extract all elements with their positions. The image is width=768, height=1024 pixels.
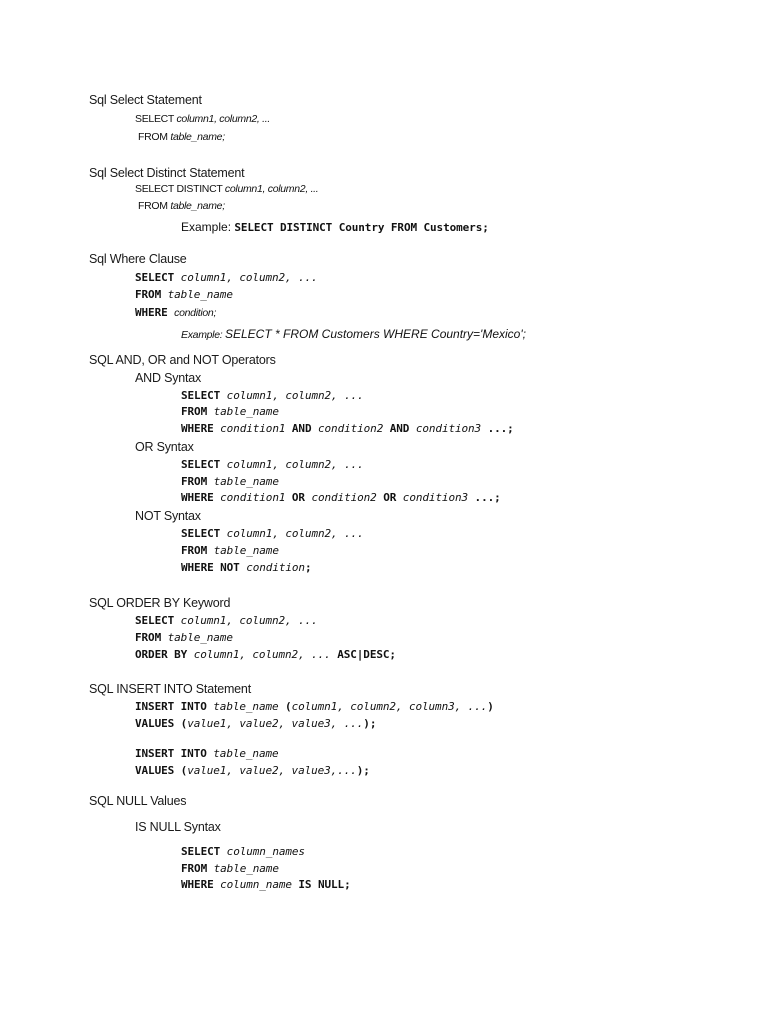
or-line-1: SELECT column1, column2, ... [181, 458, 364, 471]
distinct-line-1: SELECT DISTINCT column1, column2, ... [135, 183, 319, 195]
where-line-1: SELECT column1, column2, ... [135, 271, 318, 284]
and-syntax-title: AND Syntax [135, 371, 202, 385]
and-line-1: SELECT column1, column2, ... [181, 389, 364, 402]
insert-line-1: INSERT INTO table_name (column1, column2, column3, ...) [135, 700, 494, 713]
or-line-2: FROM table_name [181, 475, 279, 488]
distinct-line-2: FROM table_name; [138, 200, 225, 212]
heading-null: SQL NULL Values [89, 794, 187, 808]
not-line-2: FROM table_name [181, 544, 279, 557]
and-line-2: FROM table_name [181, 405, 279, 418]
heading-distinct: Sql Select Distinct Statement [89, 166, 245, 180]
where-example: Example: SELECT * FROM Customers WHERE Country='Mexico'; [181, 327, 526, 341]
not-line-1: SELECT column1, column2, ... [181, 527, 364, 540]
insert-line-4: VALUES (value1, value2, value3,...); [135, 764, 370, 777]
where-line-3: WHERE condition; [135, 306, 217, 319]
null-line-3: WHERE column_name IS NULL; [181, 878, 351, 891]
select-line-2: FROM table_name; [138, 131, 225, 143]
insert-line-3: INSERT INTO table_name [135, 747, 279, 760]
distinct-example: Example: SELECT DISTINCT Country FROM Customers; [181, 220, 489, 234]
order-line-1: SELECT column1, column2, ... [135, 614, 318, 627]
select-line-1: SELECT column1, column2, ... [135, 113, 270, 125]
heading-where: Sql Where Clause [89, 252, 187, 266]
null-line-1: SELECT column_names [181, 845, 305, 858]
not-syntax-title: NOT Syntax [135, 509, 201, 523]
heading-logic: SQL AND, OR and NOT Operators [89, 353, 276, 367]
and-line-3: WHERE condition1 AND condition2 AND condition3 ...; [181, 422, 514, 435]
where-line-2: FROM table_name [135, 288, 233, 301]
order-line-3: ORDER BY column1, column2, ... ASC|DESC; [135, 648, 396, 661]
heading-order-by: SQL ORDER BY Keyword [89, 596, 231, 610]
heading-insert: SQL INSERT INTO Statement [89, 682, 251, 696]
or-syntax-title: OR Syntax [135, 440, 194, 454]
order-line-2: FROM table_name [135, 631, 233, 644]
or-line-3: WHERE condition1 OR condition2 OR condition3 ...; [181, 491, 501, 504]
null-line-2: FROM table_name [181, 862, 279, 875]
insert-line-2: VALUES (value1, value2, value3, ...); [135, 717, 377, 730]
not-line-3: WHERE NOT condition; [181, 561, 312, 574]
heading-select: Sql Select Statement [89, 93, 202, 107]
is-null-syntax-title: IS NULL Syntax [135, 820, 221, 834]
